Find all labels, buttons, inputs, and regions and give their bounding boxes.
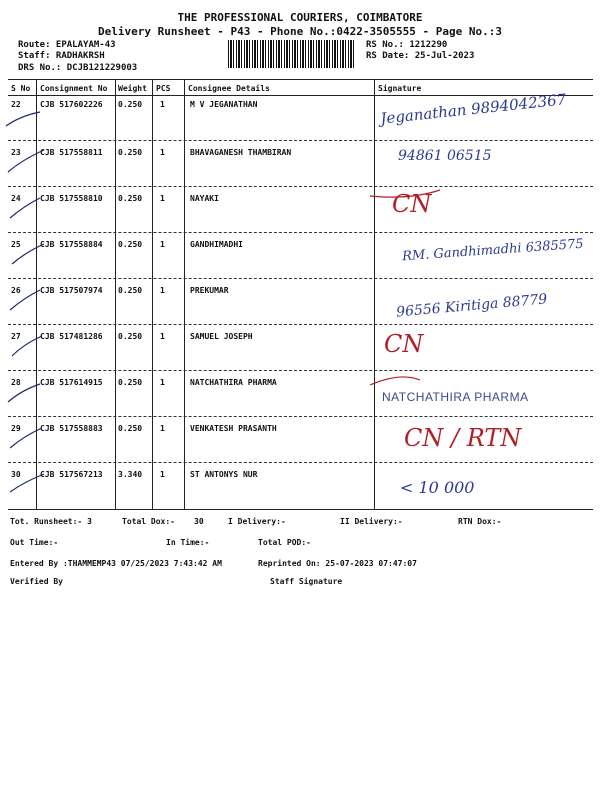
- pen-stroke: [370, 190, 440, 197]
- company-title: THE PROFESSIONAL COURIERS, COIMBATORE: [177, 11, 423, 24]
- row-weight: 0.250: [118, 194, 143, 203]
- runsheet-subtitle: Delivery Runsheet - P43 - Phone No.:0422-3505555 - Page No.:3: [98, 25, 502, 38]
- pen-stroke: [10, 428, 42, 448]
- pen-stroke: [10, 290, 40, 310]
- staff-label: Staff: RADHAKRSH: [18, 51, 105, 61]
- column-header-consignment: Consignment No: [40, 84, 108, 93]
- row-consignment: CJB 517558810: [40, 194, 103, 203]
- row-pcs: 1: [160, 470, 165, 479]
- row-weight: 0.250: [118, 332, 143, 341]
- column-header-pcs: PCS: [156, 84, 171, 93]
- total-runsheet: Tot. Runsheet:- 3: [10, 517, 92, 526]
- ii-delivery: II Delivery:-: [340, 517, 403, 526]
- column-header-signature: Signature: [378, 84, 422, 93]
- row-sno: 25: [11, 240, 21, 249]
- pen-stroke: [12, 336, 42, 356]
- totals-border: [8, 509, 593, 510]
- row-consignee: BHAVAGANESH THAMBIRAN: [190, 148, 292, 157]
- entered-by: Entered By :THAMMEMP43 07/25/2023 7:43:42 AM: [10, 559, 222, 568]
- pen-stroke: [8, 384, 40, 402]
- row-pcs: 1: [160, 100, 165, 109]
- pen-stroke: [10, 474, 44, 492]
- row-sno: 22: [11, 100, 21, 109]
- row-sno: 30: [11, 470, 21, 479]
- row-pcs: 1: [160, 148, 165, 157]
- verified-by: Verified By: [10, 577, 63, 586]
- row-pcs: 1: [160, 332, 165, 341]
- reprinted-on: Reprinted On: 25-07-2023 07:47:07: [258, 559, 417, 568]
- rs-number: RS No.: 1212290: [366, 40, 448, 50]
- row-signature: < 10 000: [400, 478, 475, 497]
- row-consignment: CJB 517558883: [40, 424, 103, 433]
- total-dox-value: 30: [194, 517, 204, 526]
- row-consignment: CJB 517507974: [40, 286, 103, 295]
- pen-stroke: [10, 198, 40, 218]
- row-signature: 96556 Kiritiga 88779: [395, 291, 548, 321]
- total-pod: Total POD:-: [258, 538, 311, 547]
- row-consignee: GANDHIMADHI: [190, 240, 243, 249]
- pen-stroke: [12, 244, 44, 264]
- row-weight: 3.340: [118, 470, 143, 479]
- row-signature: CN: [384, 330, 424, 358]
- row-sno: 29: [11, 424, 21, 433]
- pharma-stamp: NATCHATHIRA PHARMA: [382, 390, 529, 404]
- row-weight: 0.250: [118, 240, 143, 249]
- row-consignee: M V JEGANATHAN: [190, 100, 258, 109]
- pen-stroke: [8, 150, 44, 172]
- row-sno: 24: [11, 194, 21, 203]
- pen-stroke: [6, 112, 40, 126]
- row-consignee: NATCHATHIRA PHARMA: [190, 378, 277, 387]
- row-consignee: SAMUEL JOSEPH: [190, 332, 253, 341]
- row-sno: 27: [11, 332, 21, 341]
- row-weight: 0.250: [118, 378, 143, 387]
- row-pcs: 1: [160, 424, 165, 433]
- row-pcs: 1: [160, 378, 165, 387]
- row-signature: Jeganathan 9894042367: [379, 90, 567, 128]
- route-label: Route: EPALAYAM-43: [18, 40, 116, 50]
- row-signature: CN: [392, 190, 432, 218]
- row-consignment: CJB 517614915: [40, 378, 103, 387]
- row-pcs: 1: [160, 194, 165, 203]
- row-pcs: 1: [160, 286, 165, 295]
- row-weight: 0.250: [118, 424, 143, 433]
- row-signature: 94861 06515: [398, 148, 492, 164]
- row-signature: CN / RTN: [404, 424, 522, 452]
- column-header-weight: Weight: [118, 84, 147, 93]
- row-sno: 28: [11, 378, 21, 387]
- staff-signature: Staff Signature: [270, 577, 343, 586]
- pen-stroke: [370, 377, 420, 385]
- row-weight: 0.250: [118, 100, 143, 109]
- row-pcs: 1: [160, 240, 165, 249]
- i-delivery: I Delivery:-: [228, 517, 286, 526]
- row-consignment: CJB 517567213: [40, 470, 103, 479]
- total-dox-label: Total Dox:-: [122, 517, 175, 526]
- row-weight: 0.250: [118, 286, 143, 295]
- row-consignee: NAYAKI: [190, 194, 219, 203]
- out-time: Out Time:-: [10, 538, 59, 547]
- row-weight: 0.250: [118, 148, 143, 157]
- row-sno: 26: [11, 286, 21, 295]
- drs-number: DRS No.: DCJB121229003: [18, 63, 138, 73]
- row-consignment: CJB 517558811: [40, 148, 103, 157]
- row-consignment: CJB 517558884: [40, 240, 103, 249]
- row-consignee: PREKUMAR: [190, 286, 229, 295]
- row-sno: 23: [11, 148, 21, 157]
- in-time: In Time:-: [166, 538, 210, 547]
- row-consignment: CJB 517481286: [40, 332, 103, 341]
- row-consignee: ST ANTONYS NUR: [190, 470, 258, 479]
- rtn-dox: RTN Dox:-: [458, 517, 502, 526]
- column-header-sno: S No: [11, 84, 31, 93]
- row-consignee: VENKATESH PRASANTH: [190, 424, 277, 433]
- row-consignment: CJB 517602226: [40, 100, 103, 109]
- column-header-consignee: Consignee Details: [188, 84, 270, 93]
- row-signature: RM. Gandhimadhi 6385575: [401, 236, 584, 265]
- rs-date: RS Date: 25-Jul-2023: [366, 51, 475, 61]
